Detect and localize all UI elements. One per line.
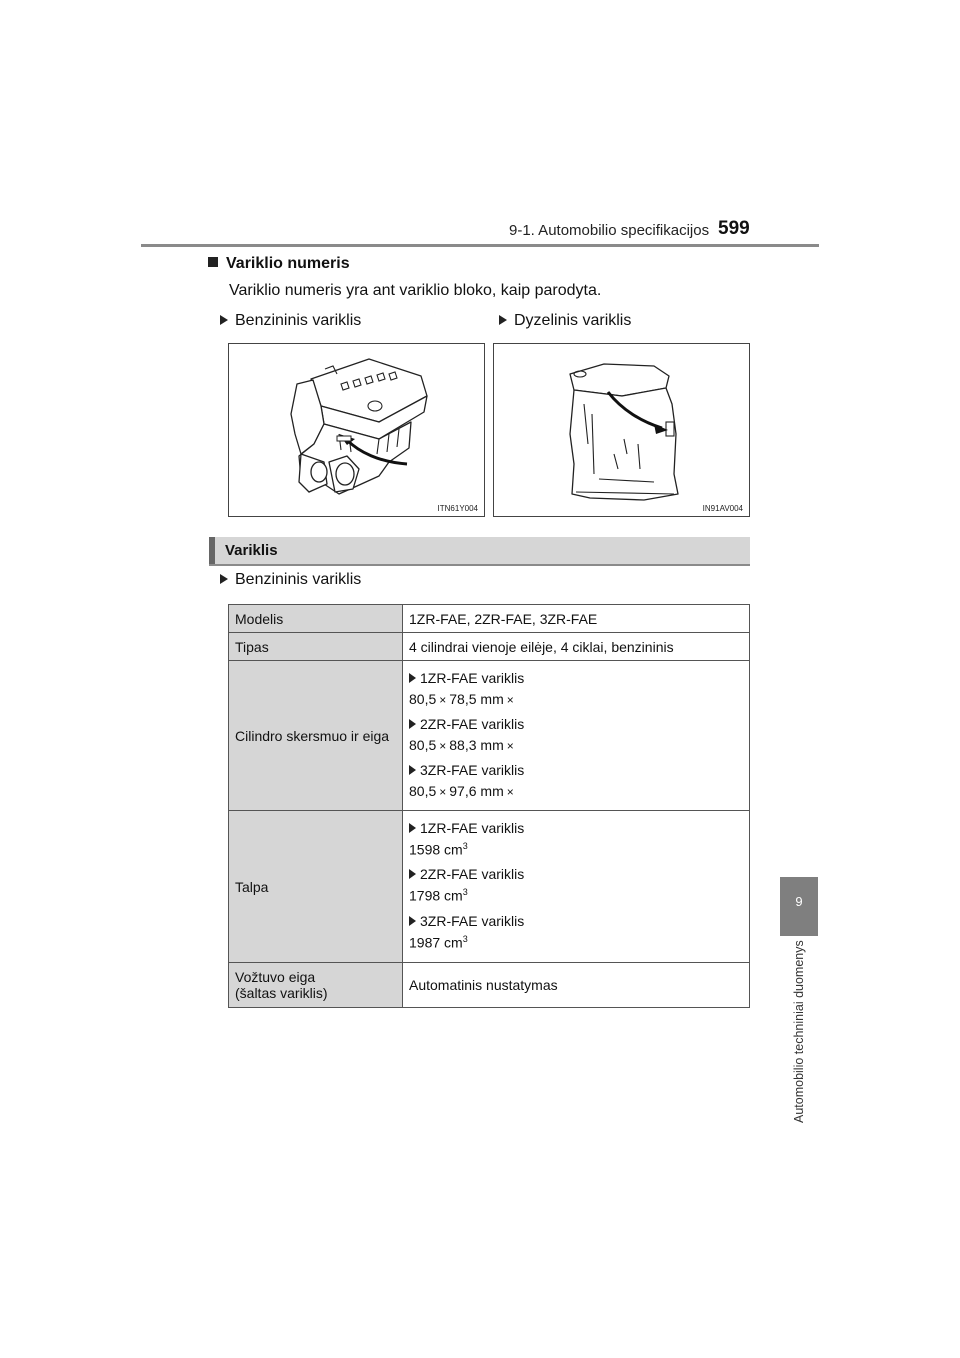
stroke: 97,6 mm xyxy=(449,782,504,799)
chapter-title: Automobilio techniniai duomenys xyxy=(792,940,806,1123)
section-title: 9-1. Automobilio specifikacijos xyxy=(509,222,710,239)
list-item xyxy=(409,817,743,839)
bore: 80,5 xyxy=(409,690,437,707)
unit-exponent: 3 xyxy=(462,887,468,898)
header-rule xyxy=(141,244,819,247)
table-row xyxy=(229,633,750,661)
row-value xyxy=(403,661,750,811)
triangle-bullet-icon xyxy=(409,673,416,683)
engine-name: 2ZR-FAE variklis xyxy=(420,715,525,732)
table-row xyxy=(229,661,750,811)
times-sign: × xyxy=(439,784,447,799)
engine-name: 2ZR-FAE variklis xyxy=(420,866,525,883)
unit-exponent: 3 xyxy=(462,840,468,851)
stroke: 88,3 mm xyxy=(449,736,504,753)
triangle-bullet-icon xyxy=(409,869,416,879)
subsection-heading xyxy=(208,255,350,273)
bore: 80,5 xyxy=(409,736,437,753)
row-key: Modelis xyxy=(229,605,403,633)
chapter-number: 9 xyxy=(795,894,803,909)
stroke: 78,5 mm xyxy=(449,690,504,707)
times-sign: × xyxy=(439,738,447,753)
times-sign: × xyxy=(506,692,514,707)
table-row xyxy=(229,811,750,963)
engine-name: 1ZR-FAE variklis xyxy=(420,819,525,836)
triangle-bullet-icon xyxy=(220,574,228,584)
engine-spec-table xyxy=(228,604,750,1008)
triangle-bullet-icon xyxy=(409,823,416,833)
row-value: 4 cilindrai vienoje eilėje, 4 ciklai, benzininis xyxy=(403,633,750,661)
gasoline-table-label-text: Benzininis variklis xyxy=(235,571,362,588)
list-item xyxy=(409,759,743,781)
body-paragraph: Variklio numeris yra ant variklio bloko, kaip parodyta. xyxy=(229,282,602,299)
triangle-bullet-icon xyxy=(499,315,507,325)
gasoline-engine-drawing xyxy=(229,344,484,516)
triangle-bullet-icon xyxy=(409,916,416,926)
row-value: Automatinis nustatymas xyxy=(403,963,750,1008)
row-key: Tipas xyxy=(229,633,403,661)
section-bar xyxy=(209,537,750,566)
triangle-bullet-icon xyxy=(409,719,416,729)
subsection-heading-text: Variklio numeris xyxy=(226,255,350,272)
image-code: IN91AV004 xyxy=(702,504,743,513)
bore-stroke-value xyxy=(409,735,743,759)
gasoline-label xyxy=(220,312,361,330)
row-key xyxy=(229,661,403,811)
section-bar-accent xyxy=(209,537,215,564)
row-value: 1ZR-FAE, 2ZR-FAE, 3ZR-FAE xyxy=(403,605,750,633)
section-bar-title: Variklis xyxy=(225,542,278,559)
square-bullet-icon xyxy=(208,257,218,267)
displacement: 1798 cm xyxy=(409,887,463,904)
displacement: 1598 cm xyxy=(409,841,463,858)
times-sign: × xyxy=(506,738,514,753)
row-key-line: (šaltas variklis) xyxy=(235,985,328,1001)
times-sign: × xyxy=(506,784,514,799)
times-sign: × xyxy=(439,692,447,707)
list-item xyxy=(409,667,743,689)
row-key-text: Cilindro skersmuo ir eiga xyxy=(235,727,390,744)
gasoline-label-text: Benzininis variklis xyxy=(235,312,362,329)
diesel-label xyxy=(499,312,631,330)
gasoline-table-label xyxy=(220,571,361,589)
gasoline-engine-illustration xyxy=(228,343,485,517)
page-number: 599 xyxy=(718,218,750,239)
unit-exponent: 3 xyxy=(462,933,468,944)
image-code: ITN61Y004 xyxy=(437,504,478,513)
triangle-bullet-icon xyxy=(409,765,416,775)
table-row xyxy=(229,605,750,633)
diesel-engine-drawing xyxy=(494,344,749,516)
displacement: 1987 cm xyxy=(409,934,463,951)
chapter-tab xyxy=(780,877,818,936)
triangle-bullet-icon xyxy=(220,315,228,325)
row-key-line: Vožtuvo eiga xyxy=(235,969,316,985)
displacement-value xyxy=(409,839,743,864)
diesel-engine-illustration xyxy=(493,343,750,517)
displacement-value xyxy=(409,932,743,957)
row-key xyxy=(229,963,403,1008)
row-value xyxy=(403,811,750,963)
table-row xyxy=(229,963,750,1008)
list-item xyxy=(409,863,743,885)
bore: 80,5 xyxy=(409,782,437,799)
engine-name: 3ZR-FAE variklis xyxy=(420,761,525,778)
displacement-value xyxy=(409,885,743,910)
engine-name: 1ZR-FAE variklis xyxy=(420,669,525,686)
bore-stroke-value xyxy=(409,781,743,805)
engine-name: 3ZR-FAE variklis xyxy=(420,912,525,929)
row-key: Talpa xyxy=(229,811,403,963)
list-item xyxy=(409,910,743,932)
diesel-label-text: Dyzelinis variklis xyxy=(514,312,632,329)
list-item xyxy=(409,713,743,735)
bore-stroke-value xyxy=(409,689,743,713)
